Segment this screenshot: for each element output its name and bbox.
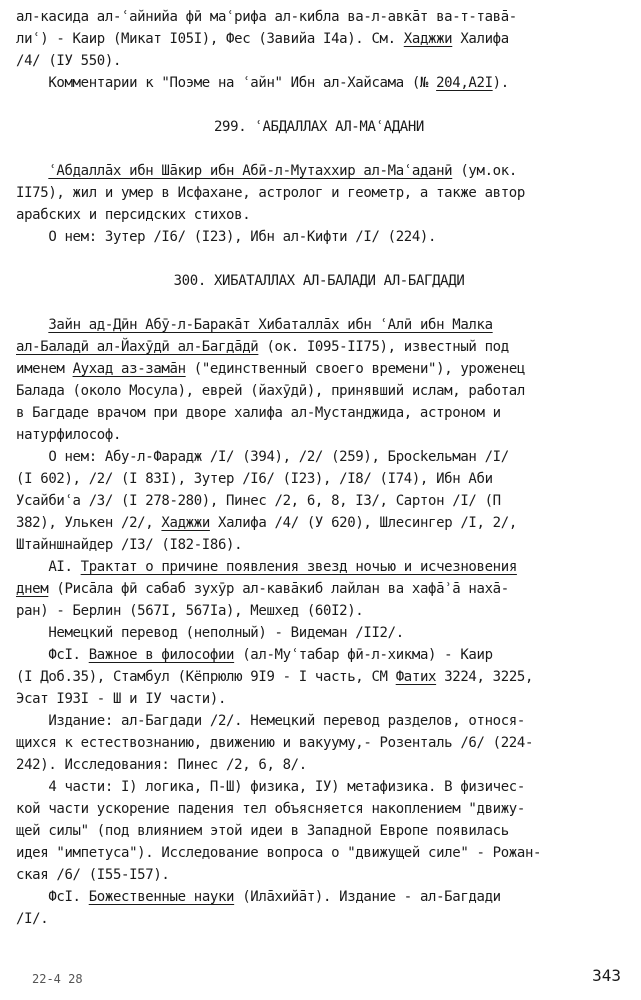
text-segment: Эсат I93I - Ш и IУ части). bbox=[16, 691, 227, 707]
text-segment: О нем: Абу-л-Фарадж /I/ (394), /2/ (259), Брockельман /I/ bbox=[16, 449, 509, 465]
text-segment: 382), Улькен /2/, bbox=[16, 515, 162, 531]
text-segment: ФсI. bbox=[16, 889, 89, 905]
text-line bbox=[16, 820, 622, 842]
text-segment: лиʿ) - Каир (Микат I05I), Фес (Завийа I4а). См. bbox=[16, 31, 404, 47]
text-segment: (ал-Муʿтабар фӣ-л-хикма) - Каир bbox=[234, 647, 493, 663]
text-line bbox=[16, 28, 622, 50]
text-line bbox=[16, 908, 622, 930]
text-segment: (I Доб.35), Стамбул (Кёпрюлю 9I9 - I часть, СМ bbox=[16, 669, 396, 685]
text-line bbox=[16, 578, 622, 600]
text-line bbox=[16, 292, 622, 314]
text-line bbox=[16, 6, 622, 28]
text-segment: II75), жил и умер в Исфахане, астролог и геометр, а также автор bbox=[16, 185, 525, 201]
text-line bbox=[16, 688, 622, 710]
text-segment: (Рисāла фӣ сабаб зухӯр ал-кавāкиб лайлан ва хафāʾā нахā- bbox=[48, 581, 509, 597]
text-segment: натурфилософ. bbox=[16, 427, 122, 443]
print-code: 22-4 28 bbox=[32, 972, 83, 986]
text-segment: /4/ (IУ 550). bbox=[16, 53, 122, 69]
text-line bbox=[16, 72, 622, 94]
text-segment: Издание: ал-Багдади /2/. Немецкий перевод разделов, относя- bbox=[16, 713, 525, 729]
text-line bbox=[16, 380, 622, 402]
text-segment: /I/. bbox=[16, 911, 49, 927]
text-line bbox=[16, 776, 622, 798]
underlined-text: Аухад аз-замāн bbox=[72, 361, 186, 377]
text-segment: Халифа bbox=[452, 31, 509, 47]
text-line bbox=[16, 248, 622, 270]
text-segment: Усайбиʿа /3/ (I 278-280), Пинес /2, 6, 8, I3/, Сартон /I/ (П bbox=[16, 493, 501, 509]
underlined-text: Хаджжи bbox=[161, 515, 210, 531]
text-line bbox=[16, 710, 622, 732]
text-line bbox=[16, 622, 622, 644]
underlined-text: Хаджжи bbox=[403, 31, 453, 47]
text-line bbox=[16, 490, 622, 512]
text-segment: ал-касида ал-ʿайнийа фӣ маʿрифа ал-кибла ва-л-авкāт ва-т-тавā- bbox=[16, 9, 517, 25]
text-line bbox=[16, 226, 622, 248]
text-line bbox=[16, 424, 622, 446]
text-line bbox=[16, 644, 622, 666]
text-line bbox=[16, 402, 622, 424]
text-line bbox=[16, 864, 622, 886]
document-body bbox=[16, 6, 622, 930]
text-segment: щей силы" (под влиянием этой идеи в Западной Европе появилась bbox=[16, 823, 509, 839]
text-segment: (ок. I095-II75), известный под bbox=[258, 339, 509, 355]
text-line bbox=[16, 754, 622, 776]
text-segment: 242). Исследования: Пинес /2, 6, 8/. bbox=[16, 757, 307, 773]
text-segment: Немецкий перевод (неполный) - Видеман /II2/. bbox=[16, 625, 404, 641]
text-segment: ская /6/ (I55-I57). bbox=[16, 867, 170, 883]
text-line bbox=[16, 160, 622, 182]
text-line bbox=[16, 512, 622, 534]
text-line bbox=[16, 204, 622, 226]
text-line bbox=[16, 556, 622, 578]
text-segment: Штайншнайдер /I3/ (I82-I86). bbox=[16, 537, 243, 553]
underlined-text: Божественные науки bbox=[88, 889, 235, 905]
text-line bbox=[16, 886, 622, 908]
text-segment: 299. ʿАБДАЛЛАХ АЛ-МАʿАДАНИ bbox=[213, 119, 425, 135]
text-line bbox=[16, 314, 622, 336]
text-segment: О нем: Зутер /I6/ (I23), Ибн ал-Кифти /I/ (224). bbox=[16, 229, 437, 245]
text-segment: Балада (около Мосула), еврей (йахӯдӣ), принявший ислам, работал bbox=[16, 383, 525, 399]
text-line bbox=[16, 94, 622, 116]
text-segment: Халифа /4/ (У 620), Шлесингер /I, 2/, bbox=[209, 515, 517, 531]
text-segment: Комментарии к "Поэме на ʿайн" Ибн ал-Хайсама (№ bbox=[16, 75, 437, 91]
underlined-text: Фатих bbox=[395, 669, 437, 685]
text-line bbox=[16, 446, 622, 468]
text-segment: (I 602), /2/ (I 83I), Зутер /I6/ (I23), /I8/ (I74), Ибн Аби bbox=[16, 471, 493, 487]
text-segment: арабских и персидских стихов. bbox=[16, 207, 251, 223]
text-segment: идея "импетуса"). Исследование вопроса о "движущей силе" - Рожан- bbox=[16, 845, 542, 861]
text-segment: ("единственный своего времени"), уроженец bbox=[185, 361, 525, 377]
text-segment: ран) - Берлин (567I, 567Iа), Мешхед (60I2). bbox=[16, 603, 364, 619]
text-segment: ФсI. bbox=[16, 647, 89, 663]
text-segment: АI. bbox=[16, 559, 81, 575]
text-line bbox=[16, 666, 622, 688]
text-line bbox=[16, 116, 622, 138]
text-line bbox=[16, 138, 622, 160]
text-line bbox=[16, 468, 622, 490]
text-line bbox=[16, 600, 622, 622]
text-segment: щихся к естествознанию, движению и вакууму,- Розенталь /6/ (224- bbox=[16, 735, 534, 751]
text-line bbox=[16, 50, 622, 72]
text-segment: (Илāхийāт). Издание - ал-Багдади bbox=[234, 889, 501, 905]
text-segment: кой части ускорение падения тел объясняется накоплением "движу- bbox=[16, 801, 525, 817]
underlined-text: ал-Баладӣ ал-Йахӯдӣ ал-Багдāдӣ bbox=[16, 339, 259, 355]
text-line bbox=[16, 358, 622, 380]
text-line bbox=[16, 182, 622, 204]
text-line bbox=[16, 732, 622, 754]
text-line bbox=[16, 798, 622, 820]
text-line bbox=[16, 842, 622, 864]
underlined-text: ʿАбдаллāх ибн Шāкир ибн Абӣ-л-Мутаххир ал-Маʿаданӣ bbox=[48, 163, 453, 179]
text-segment: 4 части: I) логика, П-Ш) физика, IУ) метафизика. В физичес- bbox=[16, 779, 525, 795]
text-segment: (ум.ок. bbox=[452, 163, 517, 179]
text-segment: в Багдаде врачом при дворе халифа ал-Мустанджида, астроном и bbox=[16, 405, 501, 421]
text-segment: ). bbox=[492, 75, 509, 91]
text-line bbox=[16, 534, 622, 556]
text-segment: именем bbox=[16, 361, 73, 377]
underlined-text: 204,А2I bbox=[436, 75, 493, 91]
underlined-text: Зайн ад-Дӣн Абӯ-л-Баракāт Хибаталлāх ибн ʿАлӣ ибн Малка bbox=[48, 317, 493, 333]
underlined-text: Трактат о причине появления звезд ночью и исчезновения bbox=[80, 559, 517, 575]
text-segment: 300. ХИБАТАЛЛАХ АЛ-БАЛАДИ АЛ-БАГДАДИ bbox=[173, 273, 465, 289]
text-segment: 3224, 3225, bbox=[436, 669, 534, 685]
text-segment bbox=[16, 163, 48, 179]
text-segment bbox=[16, 317, 48, 333]
text-line bbox=[16, 270, 622, 292]
text-line bbox=[16, 336, 622, 358]
page-number: 343 bbox=[592, 966, 621, 985]
underlined-text: днем bbox=[16, 581, 49, 597]
underlined-text: Важное в философии bbox=[88, 647, 235, 663]
